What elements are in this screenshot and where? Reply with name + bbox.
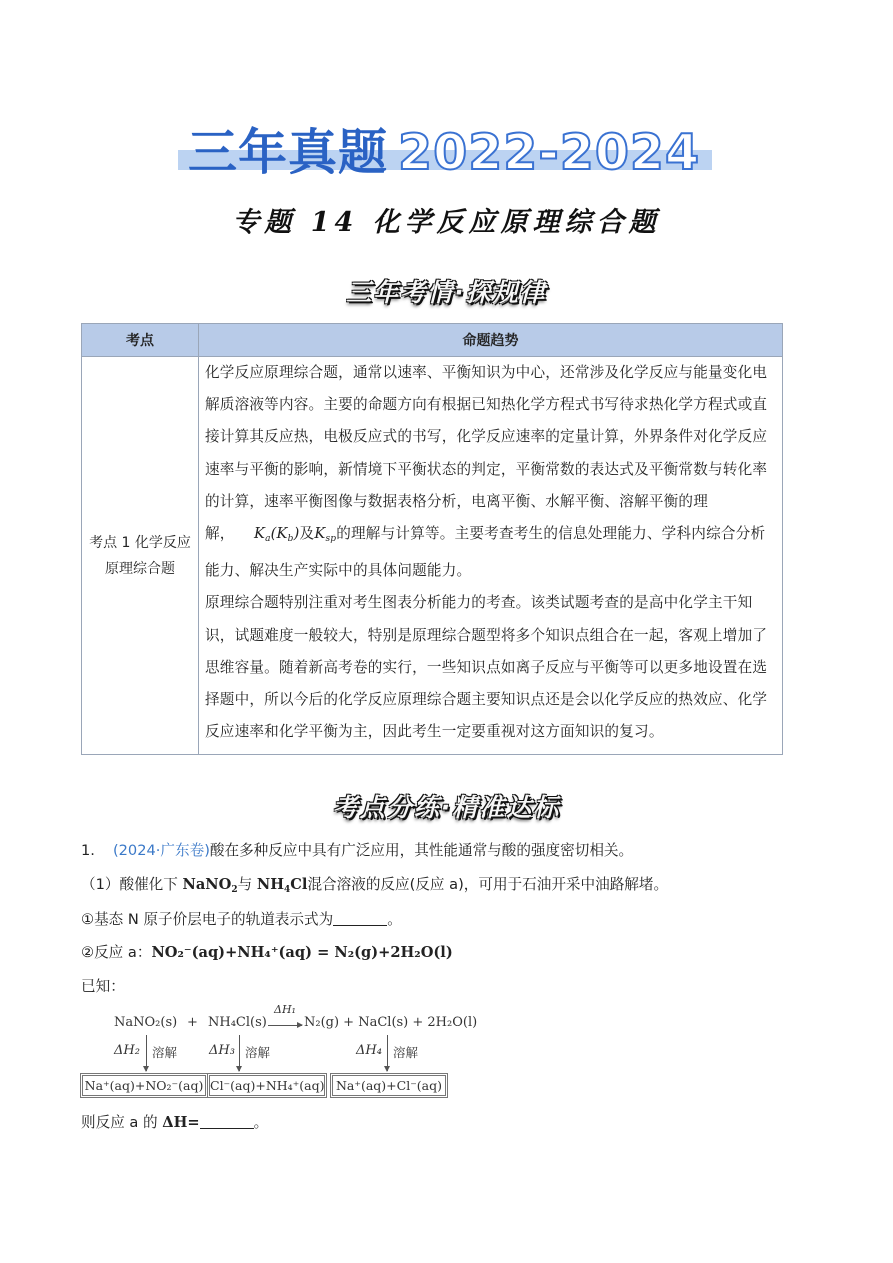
reaction-equation: NO₂⁻(aq)+NH₄⁺(aq) = N₂(g)+2H₂O(l) [151,944,453,961]
products: N₂(g) + NaCl(s) + 2H₂O(l) [304,1015,478,1030]
kaodian-cell: 考点 1 化学反应原理综合题 [82,357,199,755]
ion-box-2: Cl⁻(aq)+NH₄⁺(aq) [209,1075,325,1096]
subquestion-2-ask: 则反应 a 的 ΔH= 。 [81,1114,269,1131]
trend-text-2: 的理解与计算等。主要考查考生的信息处理能力、学科内综合分析能力、解决生产实际中的具体问题能力。 [205,525,766,580]
trend-paragraph-2: 原理综合题特别注重对考生图表分析能力的考查。该类试题考查的是高中化学主干知识，试题难度一般较大，特别是原理综合题型将多个知识点组合在一起，客观上增加了思维容量。随着新高考卷的实行，一些知识点如离子反应与平衡等可以更多地设置在选择题中，所以今后的化学反应原理综合题主要知识点还是会以化学反应的热效应、化学反应速率和化学平衡为主，因此考生一定要重视对这方面知识的复习。 [205,594,768,741]
known-label: 已知： [81,978,125,995]
banner-left-text: 三年真题 [188,124,389,181]
header-banner [178,112,718,181]
dissolve-label-1: 溶解 [152,1045,178,1060]
delta-h3-label: ΔH₃ [209,1043,235,1058]
table-header-row [82,324,783,357]
trend-cell [199,357,783,755]
arrow-delta-h1 [268,1025,302,1026]
ksp-symbol: $K_{sp}$ [314,525,337,545]
reactant-nh4cl: NH₄Cl(s) [208,1015,267,1030]
nh4cl-formula: $NH_4Cl$ [256,876,308,895]
answer-blank-1[interactable] [333,911,387,926]
page-title: 专题 14 化学反应原理综合题 [232,207,661,238]
question-number: 1. [81,842,95,859]
and-text: 及 [299,525,315,543]
trend-paragraph-1 [205,357,776,587]
arrow-delta-h2 [146,1035,147,1071]
banner-text [188,114,700,184]
question-part-1: （1）酸催化下 NaNO$_2$与 $NH_4Cl$混合溶液的反应(反应 a)，可用于石油开采中油路解堵。 [81,876,669,895]
section-banner-trend: 三年考情·探规律 [346,278,547,307]
plus-sign: + [187,1015,198,1030]
ion-box-3: Na⁺(aq)+Cl⁻(aq) [332,1075,446,1096]
delta-h1-label: ΔH₁ [274,1003,296,1016]
dissolve-label-3: 溶解 [393,1045,419,1060]
question-source-link[interactable]: (2024·广东卷) [112,842,210,859]
ka-symbol: $K_a(K_b)$ [253,525,300,545]
trend-table [81,323,783,755]
question-stem-text: 酸在多种反应中具有广泛应用，其性能通常与酸的强度密切相关。 [209,842,634,859]
dissolve-label-2: 溶解 [245,1045,271,1060]
table-row [82,357,783,755]
subquestion-2: ②反应 a：NO₂⁻(aq)+NH₄⁺(aq) = N₂(g)+2H₂O(l) [81,944,453,961]
answer-blank-2[interactable] [200,1114,254,1129]
delta-h-label: ΔH= [162,1114,200,1131]
delta-h2-label: ΔH₂ [114,1043,140,1058]
delta-h4-label: ΔH₄ [356,1043,382,1058]
banner-year-range: 2022-2024 [398,124,701,181]
header-kaodian: 考点 [82,324,199,357]
thermochemical-cycle-diagram [80,1003,478,1101]
question-stem [81,839,633,860]
reactant-nano2: NaNO₂(s) [114,1015,178,1030]
nano2-formula: NaNO$_2$ [182,876,238,895]
subquestion-1: ①基态 N 原子价层电子的轨道表示式为 。 [81,911,402,928]
header-trend: 命题趋势 [199,324,783,357]
arrow-delta-h3 [239,1035,240,1071]
trend-text-1: 化学反应原理综合题，通常以速率、平衡知识为中心，还常涉及化学反应与能量变化电解质溶液等内容。主要的命题方向有根据已知热化学方程式书写待求热化学方程式或直接计算其反应热，电极反应式的书写，化学反应速率的定量计算，外界条件对化学反应速率与平衡的影响，新情境下平衡状态的判定，平衡常数的表达式及平衡常数与转化率的计算，速率平衡图像与数据表格分析，电离平衡、水解平衡、溶解平衡的理解， [205,364,768,543]
section-banner-practice: 考点分练·精准达标 [332,793,561,822]
arrow-delta-h4 [387,1035,388,1071]
ion-box-1: Na⁺(aq)+NO₂⁻(aq) [82,1075,206,1096]
